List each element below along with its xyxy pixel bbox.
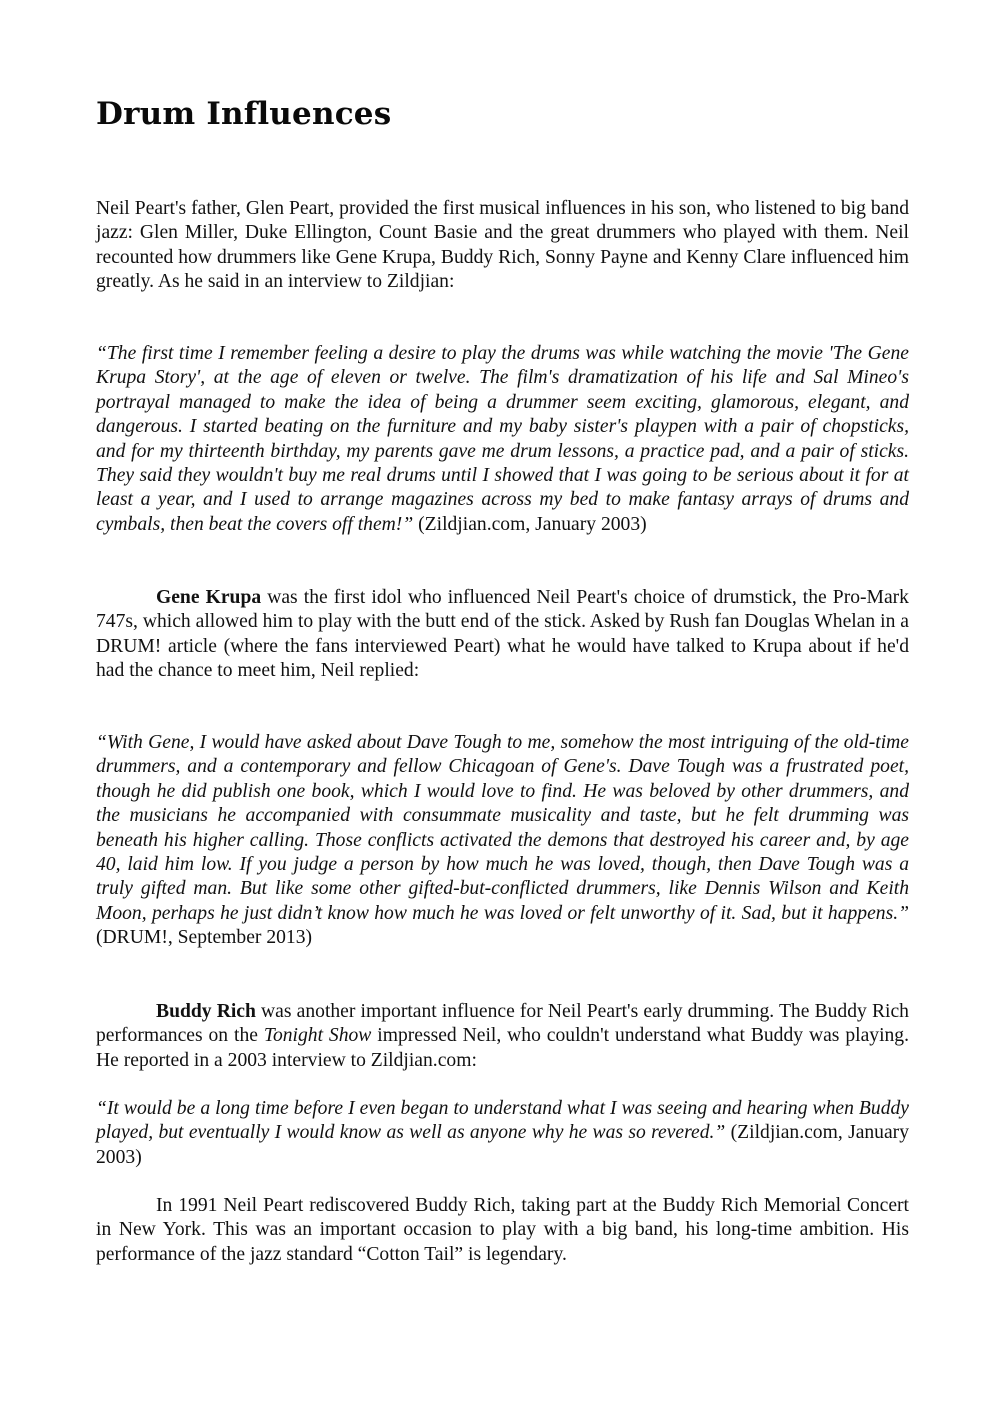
quote-citation: (DRUM!, September 2013)	[96, 927, 313, 949]
drum-quote	[96, 731, 909, 951]
rich-paragraph	[96, 1000, 909, 1073]
krupa-text: was the first idol who influenced Neil Peart's choice of drumstick, the Pro-Mark 747s, which allowed him to play with the butt end of the stick. Asked by Rush fan Douglas Whelan in a DRUM! article (where the fans interviewed Peart) what he would have talked to Krupa about if he'd had the chance to meet him, Neil replied:	[96, 587, 909, 682]
buddy-quote	[96, 1097, 909, 1170]
intro-paragraph: Neil Peart's father, Glen Peart, provided the first musical influences in his son, who listened to big band jazz: Glen Miller, Duke Ellington, Count Basie and the great drummers who played with them. Neil recounted how drummers like Gene Krupa, Buddy Rich, Sonny Payne and Kenny Clare influenced him greatly. As he said in an interview to Zildjian:	[96, 198, 909, 293]
tonight-show-title: Tonight Show	[263, 1025, 372, 1047]
quote-text: “The first time I remember feeling a desire to play the drums was while watching the movie 'The Gene Krupa Story', at the age of eleven or twelve. The film's dramatization of his life and Sal Mineo's portrayal managed to make the idea of being a drummer seem exciting, glamorous, elegant, and dangerous. I started beating on the furniture and my baby sister's playpen with a pair of chopsticks, and for my thirteenth birthday, my parents gave me drum lessons, a practice pad, and a pair of sticks. They said they wouldn't buy me real drums until I showed that I was going to be serious about it for at least a year, and I used to arrange magazines across my bed to make fantasy arrays of drums and cymbals, then beat the covers off them!”	[96, 343, 909, 535]
quote-citation: (Zildjian.com, January 2003)	[413, 513, 647, 535]
quote-text: “With Gene, I would have asked about Dave Tough to me, somehow the most intriguing of the old-time drummers, and a contemporary and fellow Chicagoan of Gene's. Dave Tough was a frustrated poet, though he did publish one book, which I would love to find. He was beloved by other drummers, and the musicians he accompanied with consummate musicality and taste, but he felt drumming was beneath his higher calling. Those conflicts activated the demons that destroyed his career and, by age 40, laid him low. If you judge a person by how much he was loved, though, then Dave Tough was a truly gifted man. But like some other gifted-but-conflicted drummers, like Dennis Wilson and Keith Moon, perhaps he just didn’t know how much he was loved or felt unworthy of it. Sad, but it happens.”	[96, 732, 909, 924]
krupa-paragraph	[96, 586, 909, 684]
krupa-name: Gene Krupa	[156, 587, 262, 608]
zildjian-quote	[96, 342, 909, 537]
rich-text-after: impressed Neil, who couldn't understand what Buddy was playing. He reported in a 2003 interview to Zildjian.com:	[96, 1025, 909, 1071]
rich-name: Buddy Rich	[156, 1001, 256, 1022]
page-title: Drum Influences	[96, 96, 392, 132]
rich-text-before: was another important influence for Neil Peart's early drumming. The Buddy Rich performances on the	[96, 1001, 909, 1047]
document-page	[96, 96, 909, 1265]
quote-citation: (Zildjian.com, January 2003)	[96, 1122, 909, 1168]
quote-text: “It would be a long time before I even began to understand what I was seeing and hearing when Buddy played, but eventually I would know as well as anyone why he was so revered.”	[96, 1098, 909, 1144]
memorial-paragraph: In 1991 Neil Peart rediscovered Buddy Rich, taking part at the Buddy Rich Memorial Concert in New York. This was an important occasion to play with a big band, his long-time ambition. His performance of the jazz standard “Cotton Tail” is legendary.	[96, 1195, 909, 1265]
